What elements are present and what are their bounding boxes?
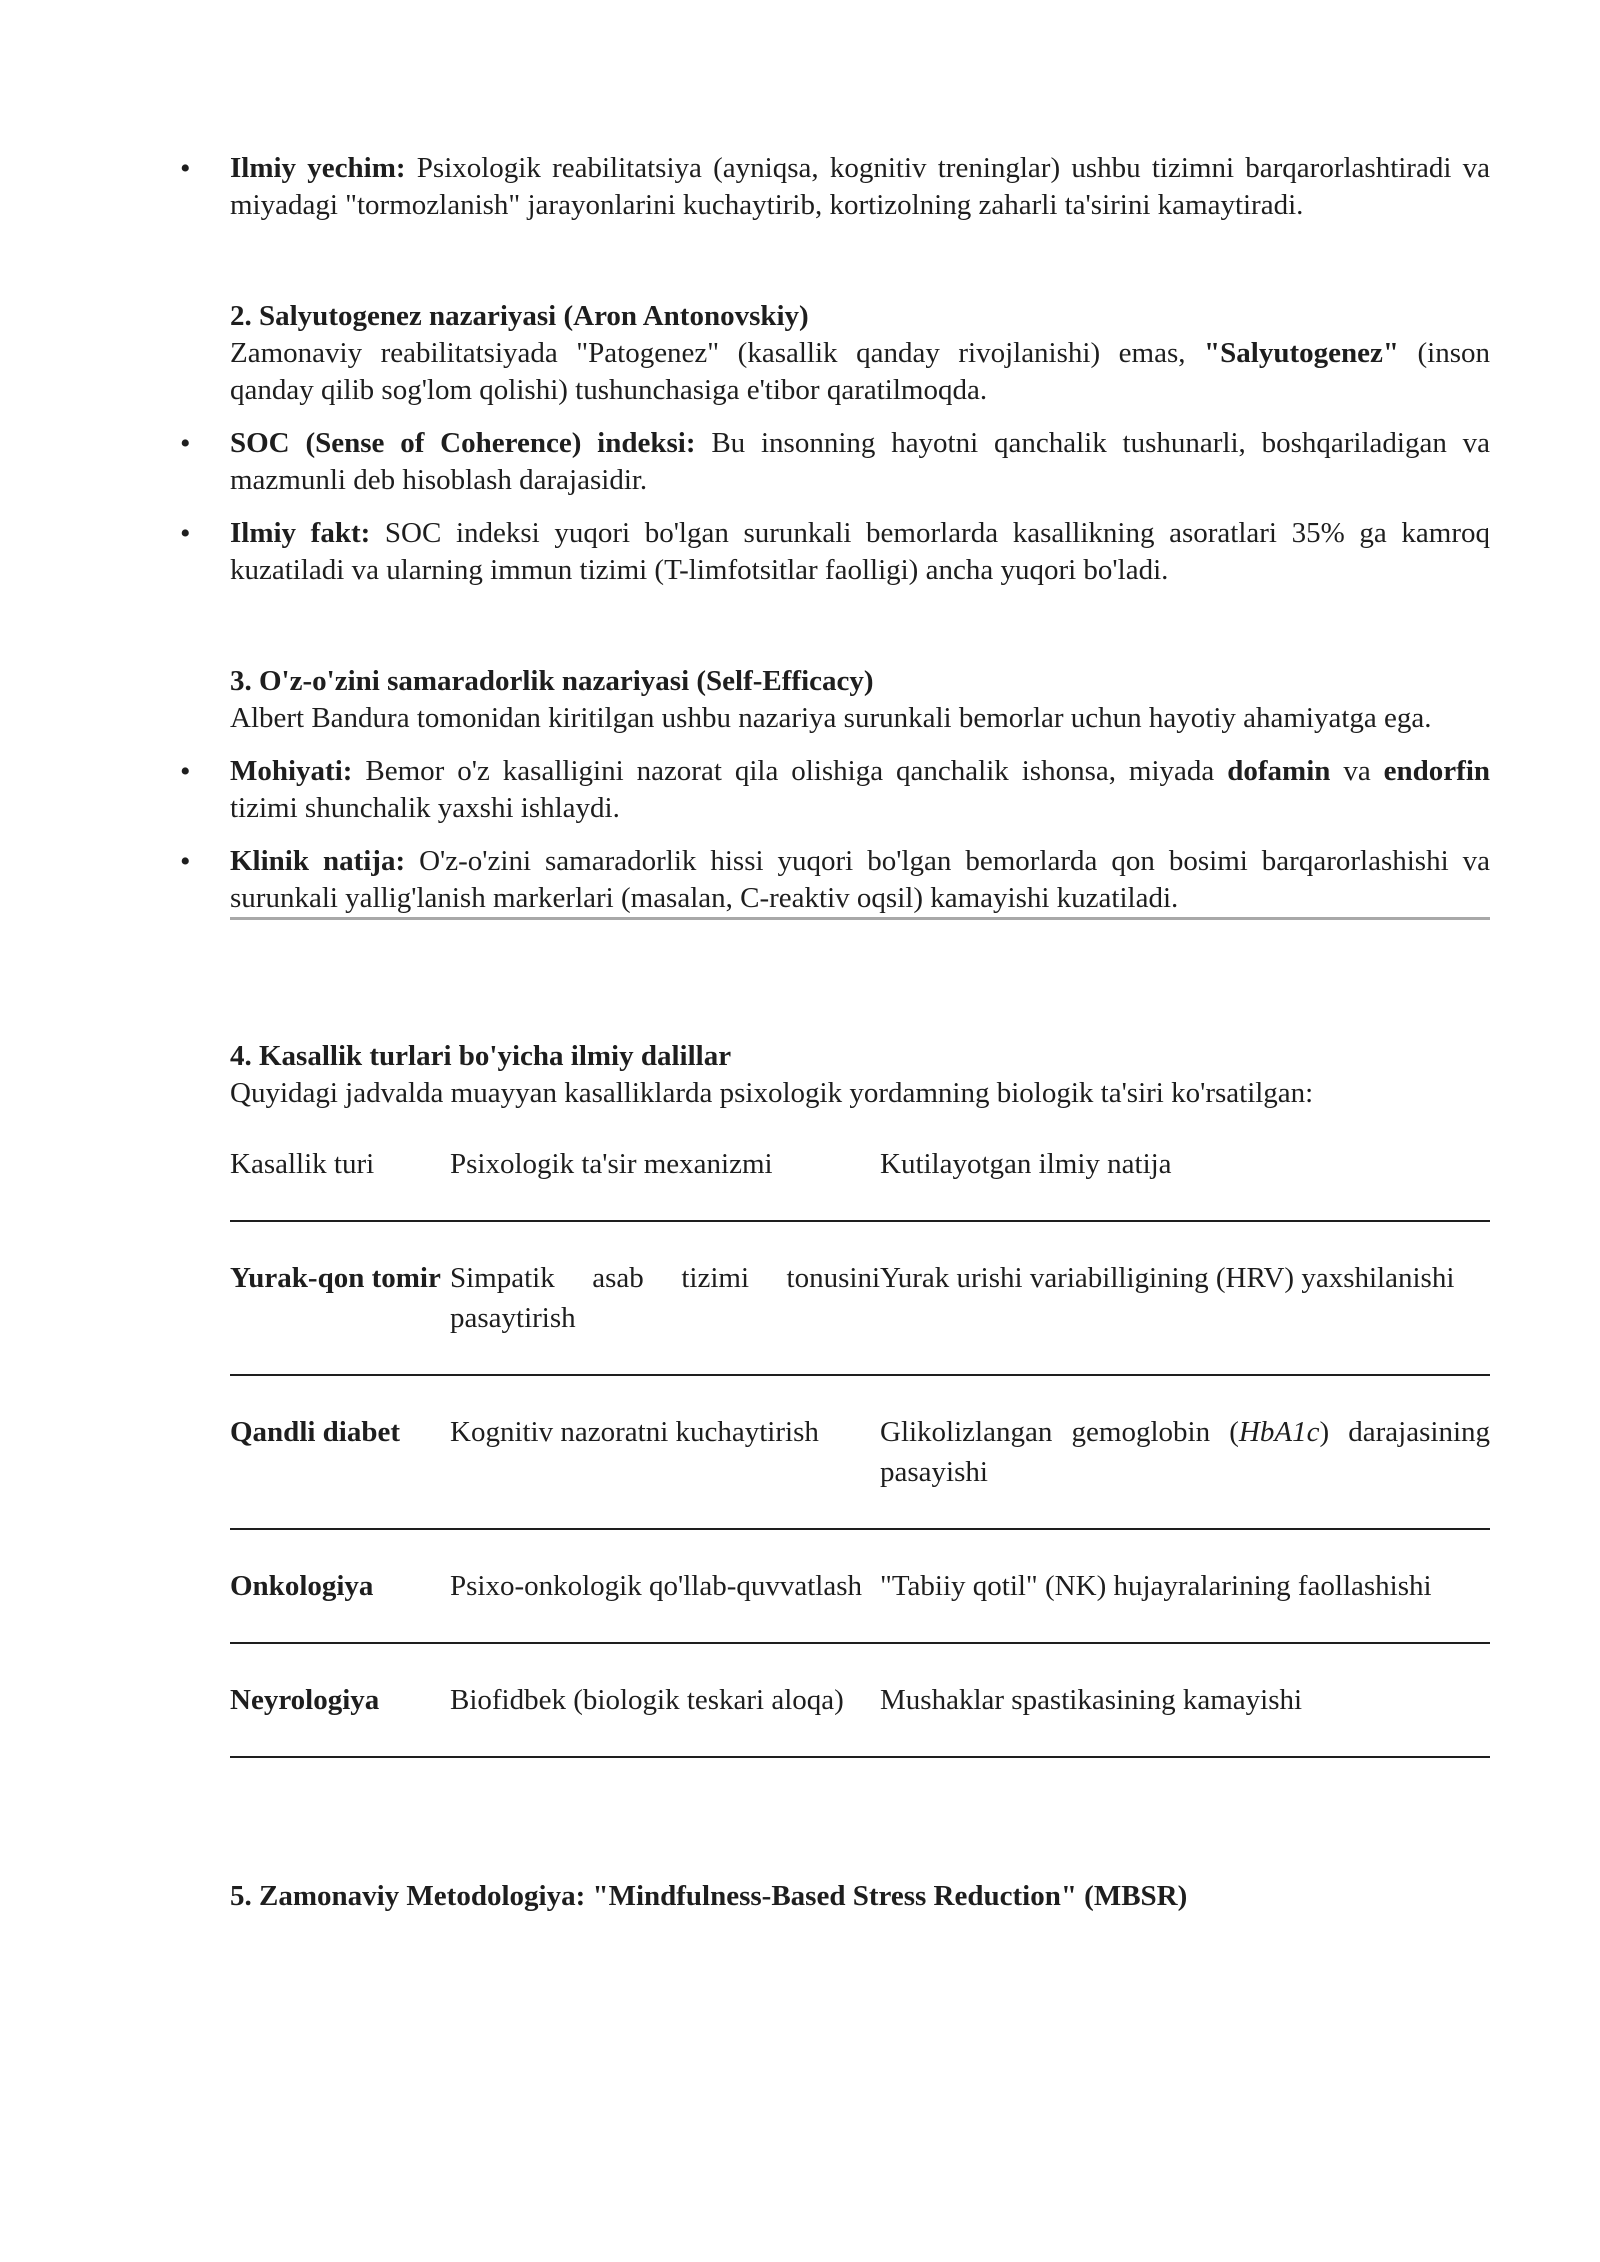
bullet-text: O'z-o'zini samaradorlik hissi yuqori bo'lgan bemorlarda qon bosimi barqarorlashishi va surunkali yallig'lanish markerlari (masalan, C-reaktiv oqsil) kamayishi kuzatiladi.: [230, 845, 1490, 914]
bullet-label: SOC (Sense of Coherence) indeksi:: [230, 427, 696, 459]
column-header-mechanism: Psixologik ta'sir mexanizmi: [450, 1140, 880, 1221]
bullet-text: Bemor o'z kasalligini nazorat qila olishiga qanchalik ishonsa, miyada: [352, 755, 1228, 787]
cell-disease: Qandli diabet: [230, 1375, 450, 1529]
cell-disease: Yurak-qon tomir: [230, 1221, 450, 1375]
bullet-label: Mohiyati:: [230, 755, 353, 787]
section-2-heading: 2. Salyutogenez nazariyasi (Aron Antonovskiy): [230, 300, 809, 332]
cell-disease: Onkologiya: [230, 1529, 450, 1643]
table-row: [230, 1643, 1490, 1757]
cell-result-italic: HbA1c: [1238, 1416, 1320, 1448]
column-header-result: Kutilayotgan ilmiy natija: [880, 1140, 1490, 1221]
intro-text: (inson qanday qilib sog'lom qolishi) tushunchasiga e'tibor qaratilmoqda.: [230, 337, 1490, 406]
bullet-label: Ilmiy fakt:: [230, 517, 371, 549]
document-page: [230, 150, 1490, 1915]
cell-mechanism: Kognitiv nazoratni kuchaytirish: [450, 1375, 880, 1529]
table-row: [230, 1221, 1490, 1375]
table-header-row: [230, 1140, 1490, 1221]
column-header-disease: Kasallik turi: [230, 1140, 450, 1221]
section-5-heading: 5. Zamonaviy Metodologiya: "Mindfulness-Based Stress Reduction" (MBSR): [230, 1880, 1188, 1912]
evidence-table: [230, 1140, 1490, 1758]
bullet-text: Psixologik reabilitatsiya (ayniqsa, kognitiv treninglar) ushbu tizimni barqarorlashtiradi va miyadagi "tormozlanish" jarayonlarini kuchaytirib, kortizolning zaharli ta'sirini kamaytiradi.: [230, 152, 1490, 221]
cell-result-text: ) darajasining pasayishi: [880, 1416, 1491, 1488]
bullet-ilmiy-fakt: [230, 515, 1490, 589]
cell-result: Mushaklar spastikasining kamayishi: [880, 1643, 1490, 1757]
bullet-text: SOC indeksi yuqori bo'lgan surunkali bemorlarda kasallikning asoratlari 35% ga kamroq kuzatiladi va ularning immun tizimi (T-limfotsitlar faolligi) ancha yuqori bo'ladi.: [230, 517, 1490, 586]
cell-result: "Tabiiy qotil" (NK) hujayralarining faollashishi: [880, 1529, 1490, 1643]
table-row: [230, 1529, 1490, 1643]
bullet-text: tizimi shunchalik yaxshi ishlaydi.: [230, 792, 620, 824]
section-3-heading: 3. O'z-o'zini samaradorlik nazariyasi (Self-Efficacy): [230, 665, 874, 697]
bullet-ilmiy-yechim: [230, 150, 1490, 224]
intro-bold: "Salyutogenez": [1204, 337, 1399, 369]
cell-result: Yurak urishi variabilligining (HRV) yaxshilanishi: [880, 1221, 1490, 1375]
bullet-bold: dofamin: [1227, 755, 1331, 787]
bullet-bold: endorfin: [1383, 755, 1491, 787]
section-4-intro: Quyidagi jadvalda muayyan kasalliklarda psixologik yordamning biologik ta'siri ko'rsatilgan:: [230, 1077, 1314, 1109]
cell-disease: Neyrologiya: [230, 1643, 450, 1757]
section-3-intro: Albert Bandura tomonidan kiritilgan ushbu nazariya surunkali bemorlar uchun hayotiy ahamiyatga ega.: [230, 702, 1432, 734]
intro-text: Zamonaviy reabilitatsiyada "Patogenez" (kasallik qanday rivojlanishi) emas,: [230, 337, 1205, 369]
cell-mechanism: Psixo-onkologik qo'llab-quvvatlash: [450, 1529, 880, 1643]
section-4-heading: 4. Kasallik turlari bo'yicha ilmiy dalillar: [230, 1040, 732, 1072]
cell-result: [880, 1375, 1490, 1529]
bullet-mohiyati: [230, 753, 1490, 827]
cell-mechanism: Biofidbek (biologik teskari aloqa): [450, 1643, 880, 1757]
bullet-text: Bu insonning hayotni qanchalik tushunarli, boshqariladigan va mazmunli deb hisoblash darajasidir.: [230, 427, 1491, 496]
cell-mechanism: Simpatik asab tizimi tonusini pasaytirish: [450, 1221, 880, 1375]
bullet-text: va: [1330, 755, 1384, 787]
table-row: [230, 1375, 1490, 1529]
bullet-soc-index: [230, 425, 1490, 499]
bullet-label: Klinik natija:: [230, 845, 406, 877]
bullet-label: Ilmiy yechim:: [230, 152, 406, 184]
bullet-klinik-natija: [230, 843, 1490, 917]
cell-result-text: Glikolizlangan gemoglobin (: [880, 1416, 1239, 1448]
section-2-intro: [230, 335, 1490, 409]
